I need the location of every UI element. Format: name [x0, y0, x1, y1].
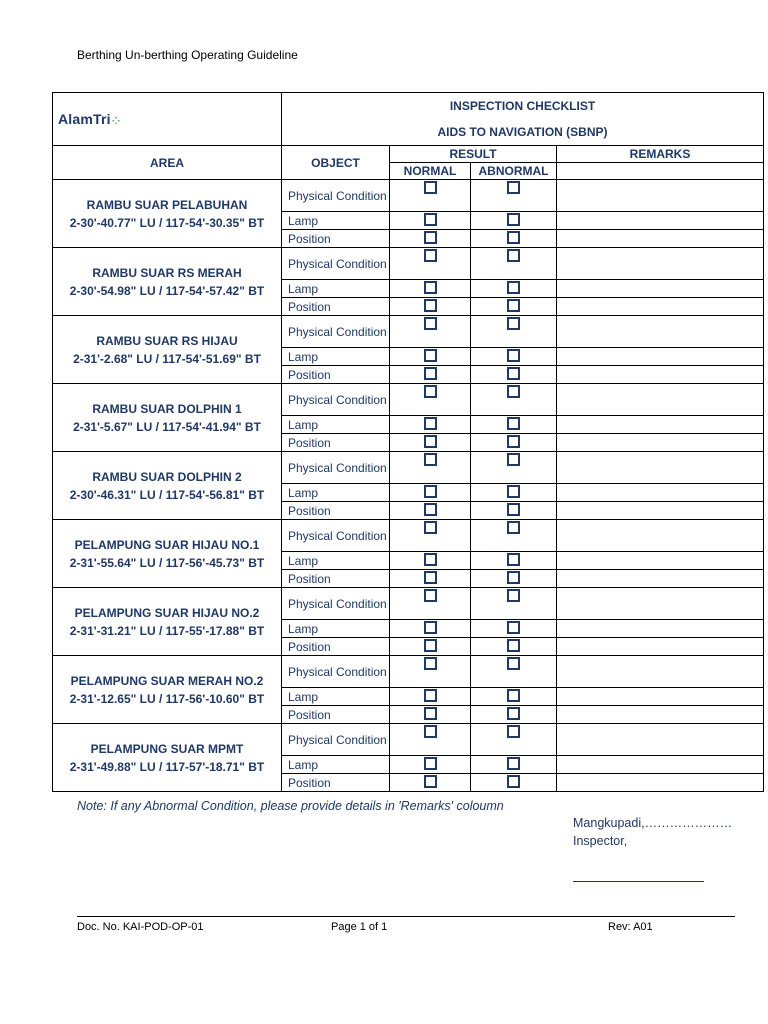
object-label: Physical Condition	[282, 588, 390, 620]
table-row	[53, 656, 764, 688]
normal-cell	[390, 520, 471, 552]
normal-cell	[390, 502, 471, 520]
object-label: Lamp	[282, 416, 390, 434]
abnormal-cell	[471, 638, 557, 656]
object-label: Lamp	[282, 484, 390, 502]
table-row	[53, 248, 764, 280]
normal-cell	[390, 180, 471, 212]
normal-checkbox[interactable]	[424, 453, 437, 466]
column-header-object: OBJECT	[282, 146, 390, 180]
normal-cell	[390, 316, 471, 348]
object-label: Lamp	[282, 620, 390, 638]
area-coordinates: 2-31'-12.65" LU / 117-56'-10.60" BT	[69, 691, 265, 706]
column-header-normal: NORMAL	[390, 163, 471, 180]
abnormal-cell	[471, 774, 557, 792]
object-label: Position	[282, 774, 390, 792]
abnormal-checkbox[interactable]	[507, 249, 520, 262]
area-name: PELAMPUNG SUAR MPMT	[90, 741, 244, 756]
footer-divider	[77, 916, 735, 917]
abnormal-checkbox[interactable]	[507, 317, 520, 330]
normal-cell	[390, 484, 471, 502]
abnormal-checkbox[interactable]	[507, 657, 520, 670]
normal-cell	[390, 434, 471, 452]
area-name: RAMBU SUAR DOLPHIN 2	[92, 469, 242, 484]
normal-cell	[390, 620, 471, 638]
remarks-cell[interactable]	[557, 520, 764, 552]
object-label: Physical Condition	[282, 180, 390, 212]
normal-checkbox[interactable]	[424, 725, 437, 738]
normal-checkbox[interactable]	[424, 503, 437, 516]
normal-checkbox[interactable]	[424, 181, 437, 194]
table-row	[53, 452, 764, 484]
area-cell	[53, 316, 282, 384]
area-name: PELAMPUNG SUAR MERAH NO.2	[70, 673, 264, 688]
abnormal-cell	[471, 688, 557, 706]
abnormal-cell	[471, 620, 557, 638]
remarks-cell[interactable]	[557, 384, 764, 416]
object-label: Physical Condition	[282, 316, 390, 348]
abnormal-cell	[471, 434, 557, 452]
abnormal-cell	[471, 552, 557, 570]
inspection-checklist-table	[52, 92, 764, 792]
abnormal-checkbox[interactable]	[507, 775, 520, 788]
abnormal-cell	[471, 280, 557, 298]
abnormal-checkbox[interactable]	[507, 299, 520, 312]
remarks-cell[interactable]	[557, 724, 764, 756]
abnormal-cell	[471, 212, 557, 230]
normal-checkbox[interactable]	[424, 349, 437, 362]
normal-checkbox[interactable]	[424, 249, 437, 262]
remarks-cell[interactable]	[557, 552, 764, 570]
object-label: Lamp	[282, 688, 390, 706]
abnormal-cell	[471, 724, 557, 756]
object-label: Lamp	[282, 348, 390, 366]
remarks-subheader-empty	[557, 163, 764, 180]
normal-checkbox[interactable]	[424, 521, 437, 534]
column-header-result: RESULT	[390, 146, 557, 163]
normal-checkbox[interactable]	[424, 553, 437, 566]
area-cell	[53, 248, 282, 316]
object-label: Physical Condition	[282, 656, 390, 688]
table-row	[53, 316, 764, 348]
normal-checkbox[interactable]	[424, 757, 437, 770]
remarks-cell[interactable]	[557, 230, 764, 248]
abnormal-cell	[471, 502, 557, 520]
object-label: Physical Condition	[282, 520, 390, 552]
footer-page-number: Page 1 of 1	[331, 921, 388, 933]
object-label: Position	[282, 502, 390, 520]
normal-checkbox[interactable]	[424, 775, 437, 788]
abnormal-checkbox[interactable]	[507, 485, 520, 498]
area-name: RAMBU SUAR RS MERAH	[92, 265, 242, 280]
remarks-cell[interactable]	[557, 434, 764, 452]
object-label: Position	[282, 230, 390, 248]
normal-checkbox[interactable]	[424, 317, 437, 330]
area-cell	[53, 588, 282, 656]
area-coordinates: 2-30'-46.31" LU / 117-54'-56.81" BT	[69, 487, 265, 502]
normal-cell	[390, 280, 471, 298]
checklist-title	[282, 93, 764, 146]
area-coordinates: 2-31'-55.64" LU / 117-56'-45.73" BT	[69, 555, 265, 570]
area-name: RAMBU SUAR DOLPHIN 1	[92, 401, 242, 416]
abnormal-cell	[471, 366, 557, 384]
remarks-cell[interactable]	[557, 348, 764, 366]
table-row	[53, 520, 764, 552]
normal-cell	[390, 248, 471, 280]
remarks-cell[interactable]	[557, 502, 764, 520]
abnormal-checkbox[interactable]	[507, 725, 520, 738]
signature-place: Mangkupadi,…………………	[573, 816, 733, 830]
abnormal-checkbox[interactable]	[507, 435, 520, 448]
normal-cell	[390, 570, 471, 588]
column-header-abnormal: ABNORMAL	[471, 163, 557, 180]
normal-cell	[390, 298, 471, 316]
normal-checkbox[interactable]	[424, 417, 437, 430]
object-label: Position	[282, 706, 390, 724]
area-name: RAMBU SUAR RS HIJAU	[96, 333, 238, 348]
object-label: Physical Condition	[282, 384, 390, 416]
remarks-cell[interactable]	[557, 416, 764, 434]
table-row	[53, 180, 764, 212]
abnormal-checkbox[interactable]	[507, 453, 520, 466]
normal-checkbox[interactable]	[424, 589, 437, 602]
area-name: PELAMPUNG SUAR HIJAU NO.1	[74, 537, 260, 552]
logo-mark-icon: ⁘	[111, 116, 121, 127]
abnormal-checkbox[interactable]	[507, 521, 520, 534]
remarks-cell[interactable]	[557, 316, 764, 348]
abnormal-cell	[471, 180, 557, 212]
remarks-cell[interactable]	[557, 180, 764, 212]
abnormal-checkbox[interactable]	[507, 639, 520, 652]
normal-checkbox[interactable]	[424, 571, 437, 584]
signature-role: Inspector,	[573, 834, 628, 848]
normal-cell	[390, 588, 471, 620]
remarks-cell[interactable]	[557, 452, 764, 484]
object-label: Position	[282, 434, 390, 452]
note-text: Note: If any Abnormal Condition, please provide details in 'Remarks' coloumn	[77, 799, 504, 813]
normal-checkbox[interactable]	[424, 639, 437, 652]
footer-doc-number: Doc. No. KAI-POD-OP-01	[77, 921, 204, 933]
company-logo: AlamTri⁘	[58, 111, 121, 127]
object-label: Lamp	[282, 212, 390, 230]
normal-cell	[390, 452, 471, 484]
normal-cell	[390, 774, 471, 792]
logo-cell	[53, 93, 282, 146]
normal-checkbox[interactable]	[424, 385, 437, 398]
area-cell	[53, 520, 282, 588]
area-name: RAMBU SUAR PELABUHAN	[86, 197, 248, 212]
abnormal-cell	[471, 588, 557, 620]
area-cell	[53, 724, 282, 792]
object-label: Position	[282, 570, 390, 588]
normal-cell	[390, 756, 471, 774]
normal-checkbox[interactable]	[424, 281, 437, 294]
abnormal-checkbox[interactable]	[507, 621, 520, 634]
remarks-cell[interactable]	[557, 706, 764, 724]
remarks-cell[interactable]	[557, 366, 764, 384]
normal-checkbox[interactable]	[424, 435, 437, 448]
abnormal-checkbox[interactable]	[507, 571, 520, 584]
normal-checkbox[interactable]	[424, 621, 437, 634]
remarks-cell[interactable]	[557, 756, 764, 774]
column-header-remarks: REMARKS	[557, 146, 764, 163]
remarks-cell[interactable]	[557, 638, 764, 656]
area-coordinates: 2-31'-2.68" LU / 117-54'-51.69" BT	[73, 351, 261, 366]
abnormal-cell	[471, 520, 557, 552]
object-label: Physical Condition	[282, 248, 390, 280]
object-label: Lamp	[282, 280, 390, 298]
abnormal-checkbox[interactable]	[507, 281, 520, 294]
abnormal-cell	[471, 384, 557, 416]
remarks-cell[interactable]	[557, 656, 764, 688]
area-coordinates: 2-31'-5.67" LU / 117-54'-41.94" BT	[73, 419, 261, 434]
table-row	[53, 724, 764, 756]
abnormal-checkbox[interactable]	[507, 757, 520, 770]
object-label: Physical Condition	[282, 724, 390, 756]
abnormal-cell	[471, 656, 557, 688]
object-label: Position	[282, 366, 390, 384]
remarks-cell[interactable]	[557, 484, 764, 502]
abnormal-checkbox[interactable]	[507, 367, 520, 380]
normal-cell	[390, 638, 471, 656]
table-row	[53, 588, 764, 620]
object-label: Lamp	[282, 552, 390, 570]
title-line-2: AIDS TO NAVIGATION (SBNP)	[437, 125, 608, 139]
abnormal-cell	[471, 484, 557, 502]
normal-cell	[390, 656, 471, 688]
abnormal-checkbox[interactable]	[507, 553, 520, 566]
remarks-cell[interactable]	[557, 298, 764, 316]
abnormal-checkbox[interactable]	[507, 503, 520, 516]
abnormal-cell	[471, 416, 557, 434]
abnormal-cell	[471, 706, 557, 724]
normal-cell	[390, 552, 471, 570]
normal-cell	[390, 706, 471, 724]
area-cell	[53, 656, 282, 724]
abnormal-checkbox[interactable]	[507, 181, 520, 194]
remarks-cell[interactable]	[557, 774, 764, 792]
abnormal-checkbox[interactable]	[507, 385, 520, 398]
normal-checkbox[interactable]	[424, 657, 437, 670]
object-label: Physical Condition	[282, 452, 390, 484]
remarks-cell[interactable]	[557, 212, 764, 230]
normal-cell	[390, 416, 471, 434]
normal-cell	[390, 688, 471, 706]
signature-line	[573, 881, 704, 882]
abnormal-checkbox[interactable]	[507, 231, 520, 244]
normal-cell	[390, 384, 471, 416]
area-coordinates: 2-31'-49.88" LU / 117-57'-18.71" BT	[69, 759, 265, 774]
normal-checkbox[interactable]	[424, 367, 437, 380]
normal-checkbox[interactable]	[424, 299, 437, 312]
normal-cell	[390, 724, 471, 756]
normal-cell	[390, 366, 471, 384]
abnormal-checkbox[interactable]	[507, 707, 520, 720]
area-cell	[53, 384, 282, 452]
area-coordinates: 2-31'-31.21" LU / 117-55'-17.88" BT	[69, 623, 265, 638]
object-label: Position	[282, 298, 390, 316]
remarks-cell[interactable]	[557, 248, 764, 280]
remarks-cell[interactable]	[557, 570, 764, 588]
title-line-1: INSPECTION CHECKLIST	[449, 99, 596, 113]
normal-cell	[390, 212, 471, 230]
area-name: PELAMPUNG SUAR HIJAU NO.2	[74, 605, 260, 620]
normal-checkbox[interactable]	[424, 707, 437, 720]
remarks-cell[interactable]	[557, 588, 764, 620]
abnormal-cell	[471, 248, 557, 280]
normal-cell	[390, 230, 471, 248]
abnormal-cell	[471, 452, 557, 484]
document-header: Berthing Un-berthing Operating Guideline	[77, 48, 298, 62]
normal-checkbox[interactable]	[424, 689, 437, 702]
area-coordinates: 2-30'-54.98" LU / 117-54'-57.42" BT	[69, 283, 265, 298]
abnormal-checkbox[interactable]	[507, 417, 520, 430]
normal-checkbox[interactable]	[424, 231, 437, 244]
abnormal-cell	[471, 348, 557, 366]
remarks-cell[interactable]	[557, 280, 764, 298]
area-cell	[53, 180, 282, 248]
normal-cell	[390, 348, 471, 366]
abnormal-checkbox[interactable]	[507, 589, 520, 602]
abnormal-checkbox[interactable]	[507, 349, 520, 362]
abnormal-checkbox[interactable]	[507, 689, 520, 702]
table-row	[53, 384, 764, 416]
normal-checkbox[interactable]	[424, 213, 437, 226]
abnormal-cell	[471, 756, 557, 774]
footer-revision: Rev: A01	[608, 921, 653, 933]
abnormal-cell	[471, 316, 557, 348]
column-header-area: AREA	[53, 146, 282, 180]
area-cell	[53, 452, 282, 520]
abnormal-cell	[471, 570, 557, 588]
abnormal-cell	[471, 230, 557, 248]
remarks-cell[interactable]	[557, 688, 764, 706]
normal-checkbox[interactable]	[424, 485, 437, 498]
area-coordinates: 2-30'-40.77" LU / 117-54'-30.35" BT	[69, 215, 265, 230]
object-label: Position	[282, 638, 390, 656]
remarks-cell[interactable]	[557, 620, 764, 638]
abnormal-checkbox[interactable]	[507, 213, 520, 226]
object-label: Lamp	[282, 756, 390, 774]
abnormal-cell	[471, 298, 557, 316]
